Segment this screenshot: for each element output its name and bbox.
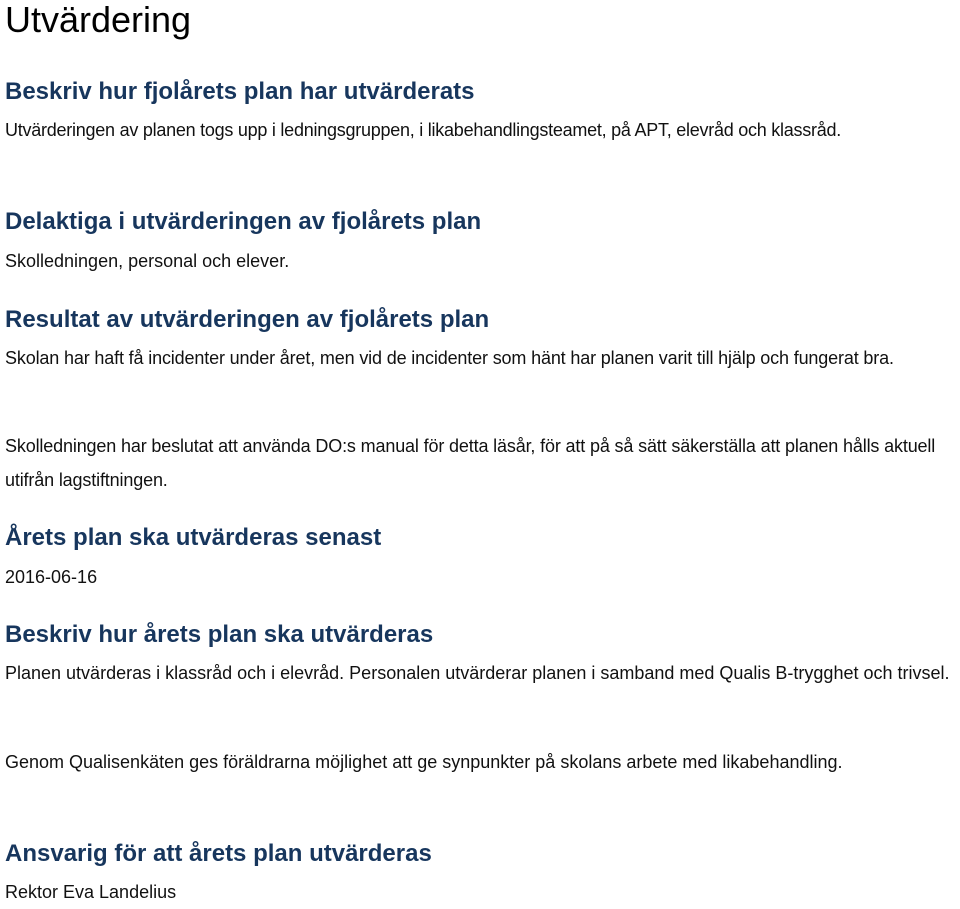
section-text-current-evaluation-method-1: Planen utvärderas i klassråd och i elevråd. Personalen utvärderar planen i samband med Qualis B-trygghet och trivsel. (5, 663, 950, 683)
section-heading-evaluation-deadline: Årets plan ska utvärderas senast (5, 524, 382, 551)
section-text-evaluation-deadline: 2016-06-16 (5, 567, 98, 587)
section-text-results-1: Skolan har haft få incidenter under året, men vid de incidenter som hänt har planen varit till hjälp och fungerat bra. (5, 348, 894, 368)
section-heading-previous-evaluation-method: Beskriv hur fjolårets plan har utvärderats (5, 78, 475, 105)
section-heading-results: Resultat av utvärderingen av fjolårets plan (5, 306, 490, 333)
section-text-responsible: Rektor Eva Landelius (5, 882, 177, 902)
section-heading-responsible: Ansvarig för att årets plan utvärderas (5, 840, 432, 867)
section-heading-current-evaluation-method: Beskriv hur årets plan ska utvärderas (5, 621, 434, 648)
section-text-participants: Skolledningen, personal och elever. (5, 251, 290, 271)
section-text-previous-evaluation-method: Utvärderingen av planen togs upp i ledningsgruppen, i likabehandlingsteamet, på APT, elevråd och klassråd. (5, 120, 842, 140)
page-title: Utvärdering (5, 0, 192, 40)
section-text-current-evaluation-method-2: Genom Qualisenkäten ges föräldrarna möjlighet att ge synpunkter på skolans arbete med likabehandling. (5, 752, 843, 772)
section-text-results-2: Skolledningen har beslutat att använda DO:s manual för detta läsår, för att på så sätt säkerställa att planen hålls aktuell utifrån lagstiftningen. (5, 436, 936, 490)
section-heading-participants: Delaktiga i utvärderingen av fjolårets plan (5, 208, 482, 235)
